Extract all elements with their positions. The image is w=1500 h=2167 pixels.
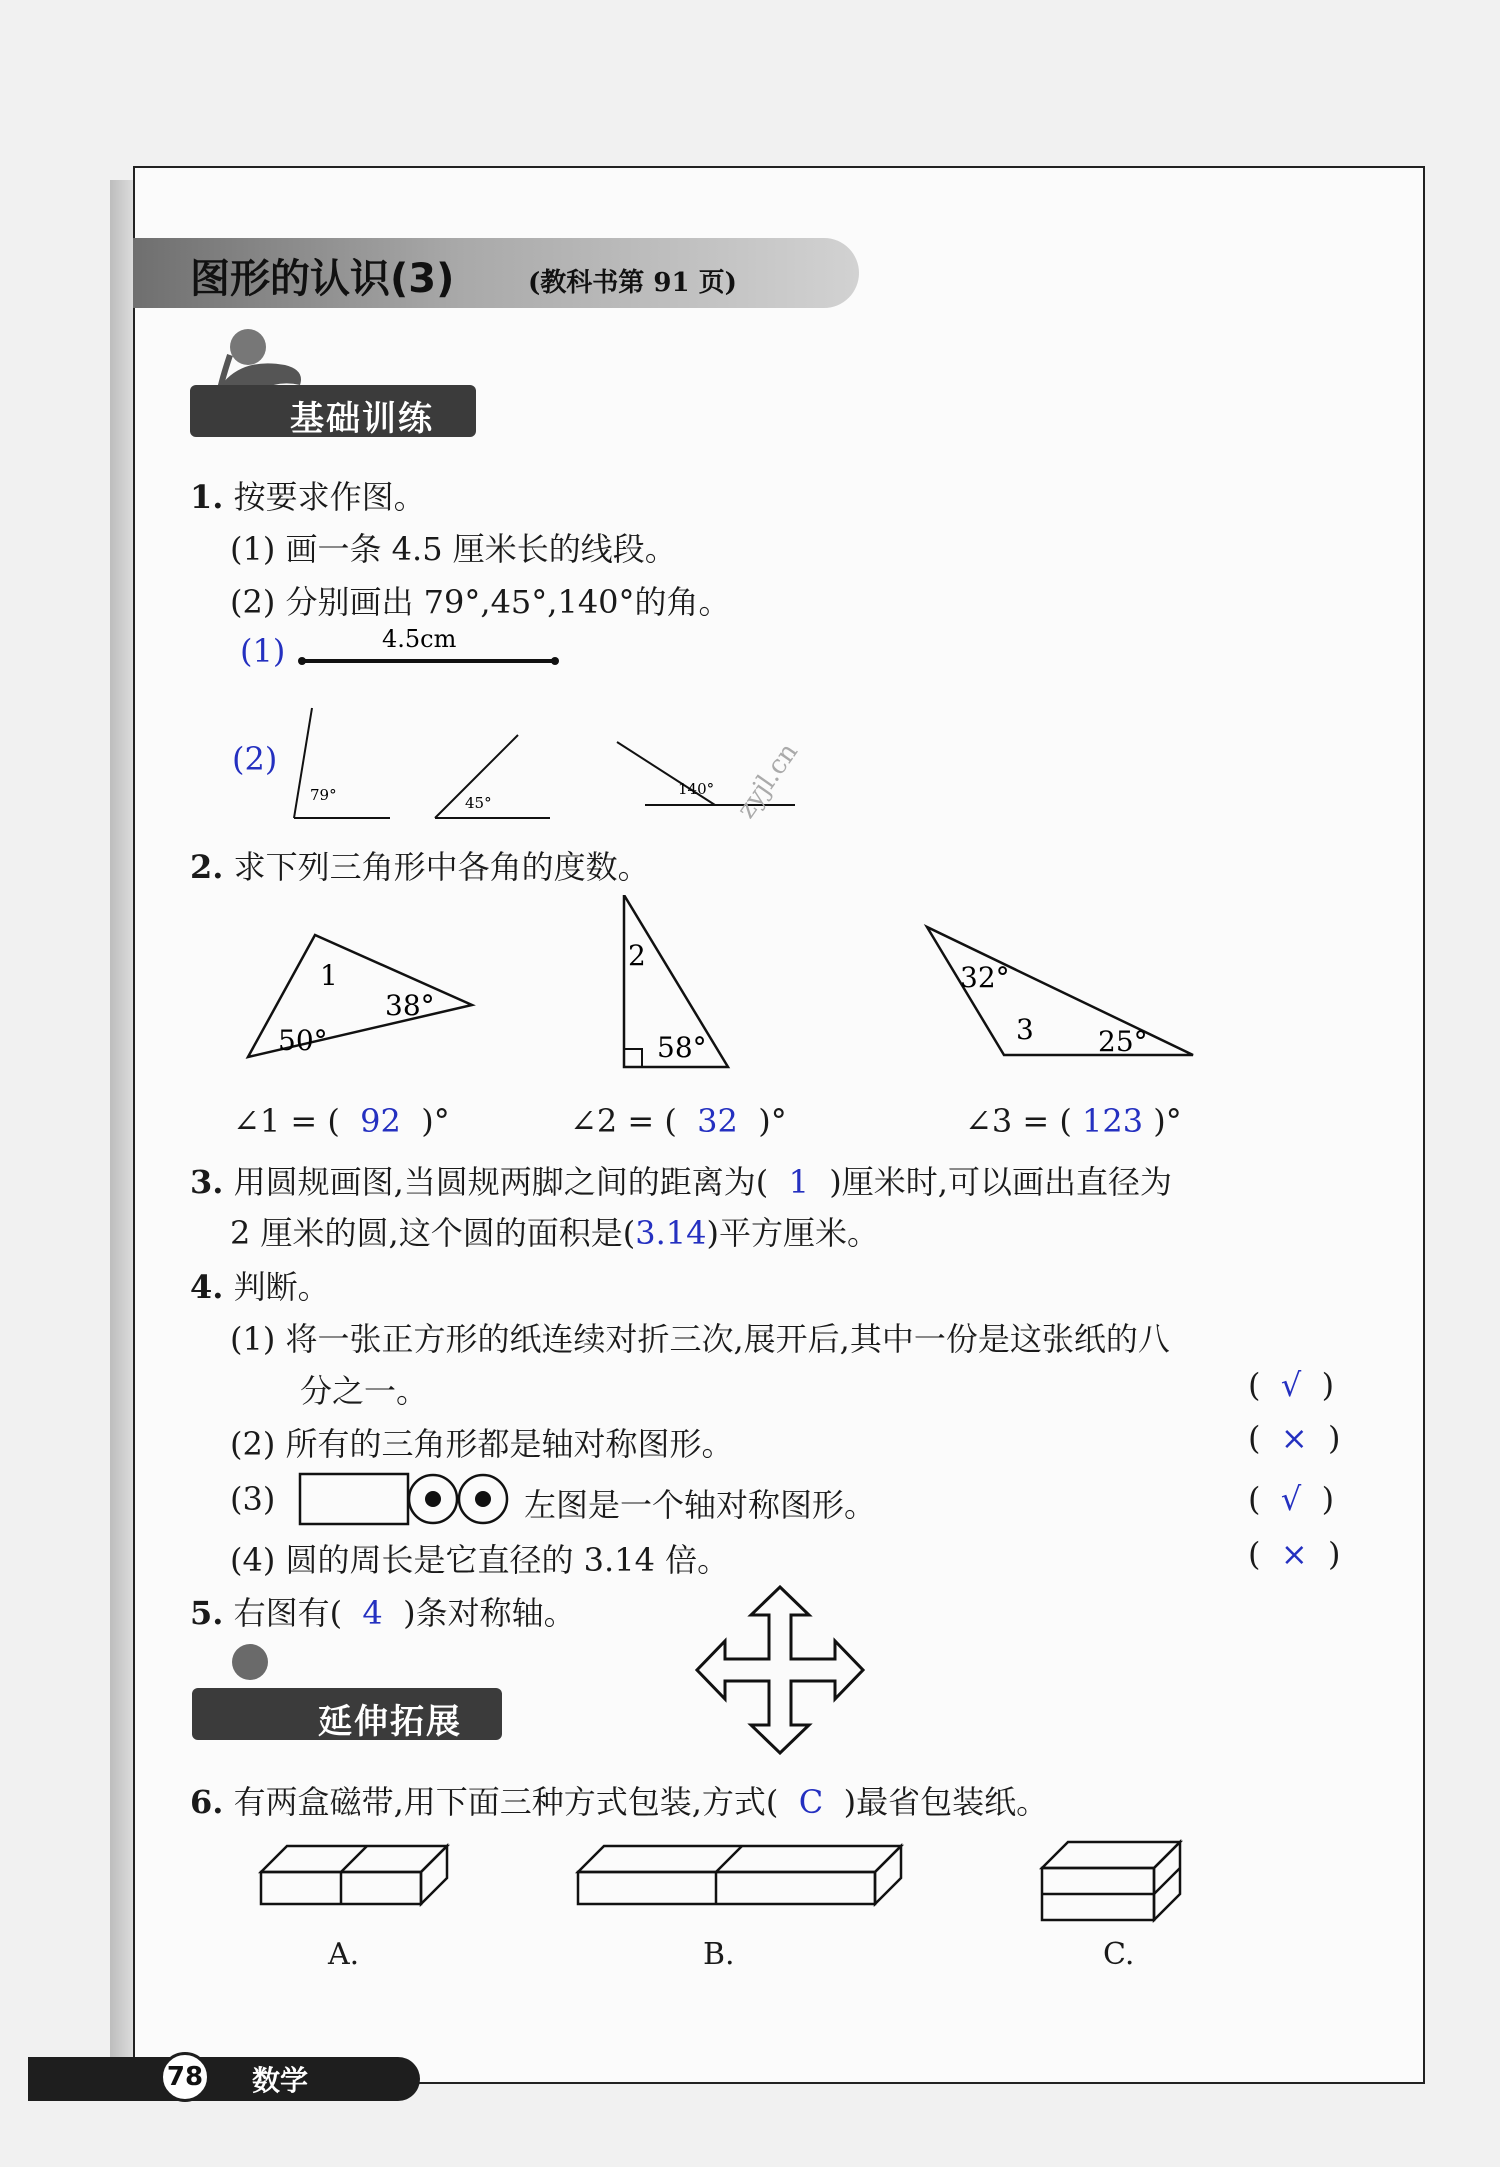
q5-text: 5. 右图有( 4 )条对称轴。 xyxy=(190,1594,576,1632)
triangles-drawing xyxy=(230,895,1250,1075)
q4-s1b: 分之一。 xyxy=(300,1372,429,1410)
option-b-label: B. xyxy=(703,1937,735,1972)
q1-sub2: (2) 分别画出 79°,45°,140°的角。 xyxy=(230,583,731,621)
q4-s2: (2) 所有的三角形都是轴对称图形。 xyxy=(230,1425,734,1463)
q2-text: 2. 求下列三角形中各角的度数。 xyxy=(190,848,650,886)
q4-judge-1: ( √ ) xyxy=(1248,1366,1335,1404)
q4-judge-3: ( √ ) xyxy=(1248,1480,1335,1518)
symmetry-figure xyxy=(298,1468,513,1530)
section-basic: 基础训练 xyxy=(190,385,476,437)
page-title: 图形的认识(3) xyxy=(190,256,455,302)
segment-label: 4.5cm xyxy=(382,625,457,653)
q2-answer-1: ∠1 = ( 92 )° xyxy=(233,1102,450,1140)
q4-judge-2: ( × ) xyxy=(1248,1419,1341,1457)
angle-45-label: 45° xyxy=(465,794,492,812)
section-extension: 延伸拓展 xyxy=(192,1688,502,1740)
four-arrow-cross xyxy=(695,1585,865,1755)
option-a-label: A. xyxy=(328,1937,360,1972)
packaging-options xyxy=(255,1830,1215,1950)
q4-s4: (4) 圆的周长是它直径的 3.14 倍。 xyxy=(230,1541,730,1579)
q4-text: 4. 判断。 xyxy=(190,1268,330,1306)
triangle2-mark: 2 xyxy=(628,939,646,972)
subject-label: 数学 xyxy=(252,2064,309,2097)
angle-79-label: 79° xyxy=(310,786,337,804)
angle-140-label: 140° xyxy=(678,780,715,798)
angles-drawing xyxy=(280,690,840,840)
option-c-label: C. xyxy=(1103,1937,1135,1972)
triangle3-angle-a: 32° xyxy=(960,961,1010,994)
q4-s3-number: (3) xyxy=(230,1480,276,1518)
q2-answer-3: ∠3 = ( 123 )° xyxy=(965,1102,1182,1140)
footer-bar xyxy=(28,2057,420,2101)
q3-line2: 2 厘米的圆,这个圆的面积是(3.14)平方厘米。 xyxy=(230,1214,879,1252)
triangle1-mark: 1 xyxy=(320,959,338,992)
q6-text: 6. 有两盒磁带,用下面三种方式包装,方式( C )最省包装纸。 xyxy=(190,1783,1049,1821)
q2-answer-2: ∠2 = ( 32 )° xyxy=(570,1102,787,1140)
triangle2-angle-a: 58° xyxy=(657,1031,707,1064)
q4-s3: 左图是一个轴对称图形。 xyxy=(524,1486,877,1524)
triangle3-angle-b: 25° xyxy=(1098,1025,1148,1058)
q4-judge-4: ( × ) xyxy=(1248,1535,1341,1573)
page-subtitle: (教科书第 91 页) xyxy=(528,268,737,298)
q1-sub1: (1) 画一条 4.5 厘米长的线段。 xyxy=(230,530,677,568)
q1-ans1-label: (1) xyxy=(240,632,286,670)
q1-ans2-label: (2) xyxy=(232,740,278,778)
triangle1-angle-a: 38° xyxy=(385,989,435,1022)
page-number: 78 xyxy=(160,2052,210,2102)
segment-drawing xyxy=(290,618,590,688)
q3-line1: 3. 用圆规画图,当圆规两脚之间的距离为( 1 )厘米时,可以画出直径为 xyxy=(190,1163,1172,1201)
q1-text: 1. 按要求作图。 xyxy=(190,478,426,516)
triangle3-mark: 3 xyxy=(1016,1013,1034,1046)
triangle1-angle-b: 50° xyxy=(278,1024,328,1057)
q4-s1a: (1) 将一张正方形的纸连续对折三次,展开后,其中一份是这张纸的八 xyxy=(230,1320,1170,1358)
watermark: zyjl.cn xyxy=(731,737,805,825)
